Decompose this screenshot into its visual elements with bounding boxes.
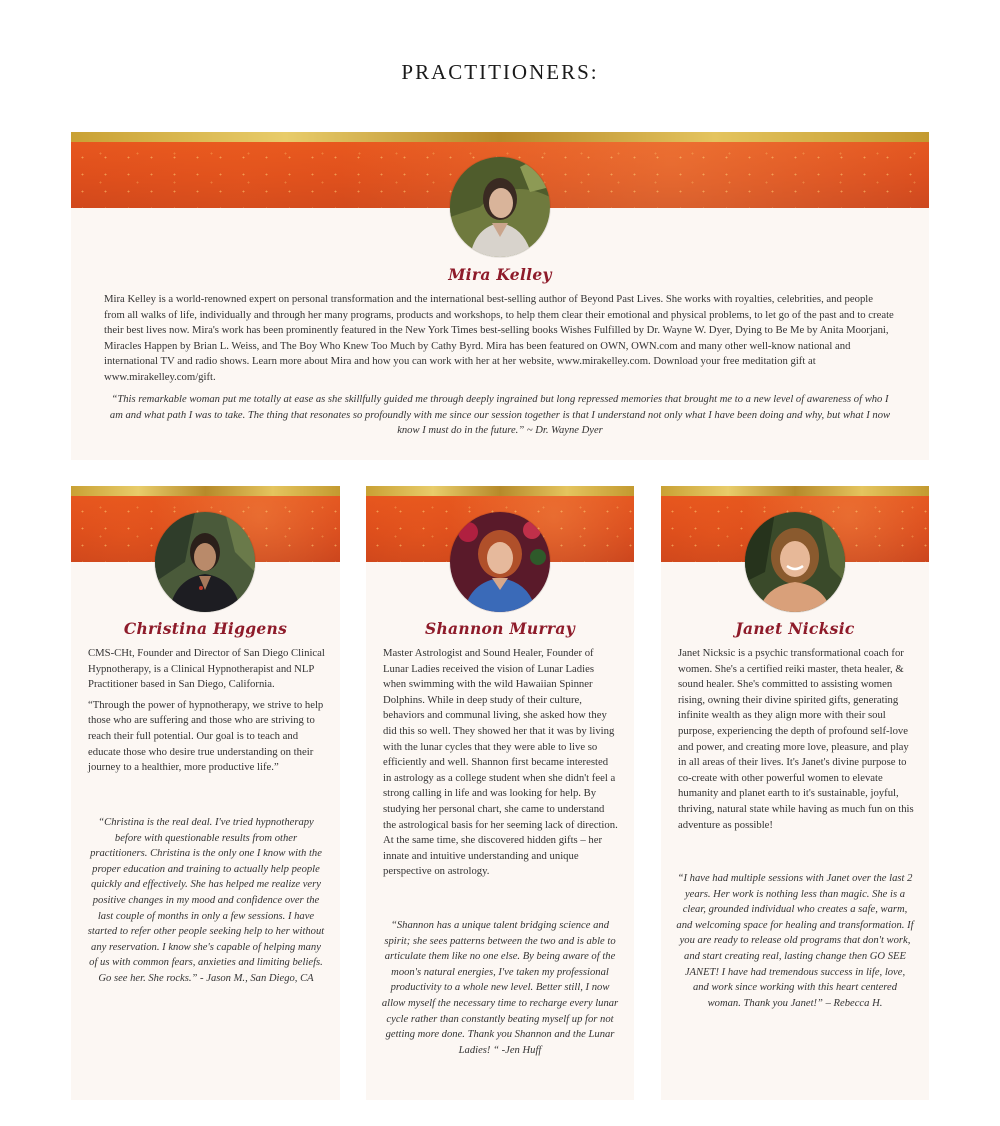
- testimonial-quote: “Shannon has a unique talent bridging science and spirit; she sees patterns between the two and is able to articulate them like no one else. By being aware of the moon's natural energies, I've taken my professional productivity to a whole new level. Better still, I now allow myself the necessary time to recharge every lunar cycle rather than constantly beating myself up for not getting more done. Thank you Shannon and the Lunar Ladies! “ -Jen Huff: [381, 920, 619, 1056]
- avatar: [450, 512, 550, 612]
- bio-paragraph: Janet Nicksic is a psychic transformational coach for women. She's a certified reiki master, theta healer, & sound healer. She's committed to assisting women rising, owning their divine spirited gifts, generating infinite wealth as they align more with their soul purpose, experiencing the depth of profound self-love and power, and creating more love, pleasure, and play in all areas of their lives. It's Janet's divine purpose to co-create with other powerful women to elevate humanity and planet earth to it's sustainable, joyful, thriving, natural state while having as much fun on this adventure as possible!: [678, 647, 914, 831]
- gold-trim: [71, 486, 340, 496]
- bio-paragraph: Master Astrologist and Sound Healer, Founder of Lunar Ladies received the vision of Lunar Ladies when swimming with the wild Hawaiian Spinner Dolphins. While in deep study of their culture, behaviors and communal living, she asked how they did this so well. They showed her that it was by living with the lunar cycles that they were able to live so efficiently and well. Shannon first became interested in astrology as a college student when she didn't feel a strong calling in life and was looking for help. By studying her personal chart, she came to understand the astrological basis for her seeming lack of direction. At the same time, she discovered hidden gifts – her innate and intuitive understanding and unique perspective on astrology.: [383, 647, 618, 878]
- bio-paragraph: Mira Kelley is a world-renowned expert on personal transformation and the international best-selling author of Beyond Past Lives. She works with royalties, celebrities, and people from all walks of life, individually and through her many programs, products and workshops, to help them clear their emotional and physical problems, to let go of the past and to create their best lives now. Mira's work has been prominently featured in the New York Times best-selling books Wishes Fulfilled by Dr. Wayne W. Dyer, Dying to Be Me by Anita Moorjani, Miracles Happen by Brian L. Weiss, and The Boy Who Knew Too Much by Cathy Byrd. Mira has been featured on OWN, OWN.com and many other well-know national and international TV and radio shows. Learn more about Mira and how you can work with her at her website, www.mirakelley.com. Download your free meditation gift at www.mirakelley.com/gift.: [104, 293, 894, 383]
- practitioner-card: [661, 486, 929, 1100]
- practitioner-bio: [104, 292, 896, 391]
- avatar: [155, 512, 255, 612]
- featured-practitioner-card: [71, 132, 929, 460]
- avatar: [450, 157, 550, 257]
- practitioner-card: [366, 486, 634, 1100]
- practitioner-bio: [88, 646, 325, 781]
- practitioner-card: [71, 486, 340, 1100]
- testimonial-quote: “This remarkable woman put me totally at ease as she skillfully guided me through deeply ingrained but long repressed memories that brought me to a new level of awareness of who I am and what path I was to take. The thing that resonates so profoundly with me since our session together is that I understand not only what I have been doing and why, but what I now know I must do in the future.” ~ Dr. Wayne Dyer: [109, 394, 891, 437]
- bio-paragraph: “Through the power of hypnotherapy, we strive to help those who are suffering and those who are striving to reach their full potential. Our goal is to teach and educate those who desire true understanding on their journey to a healthier, more productive life.”: [88, 698, 324, 774]
- gold-trim: [71, 132, 929, 142]
- practitioner-bio: [383, 646, 619, 885]
- practitioner-name: Christina Higgens: [123, 619, 288, 638]
- practitioner-name: Shannon Murray: [424, 619, 576, 638]
- practitioner-name: Mira Kelley: [448, 265, 552, 284]
- testimonial-quote: “I have had multiple sessions with Janet over the last 2 years. Her work is nothing less than magic. She is a clear, grounded individual who creates a safe, warm, and welcoming space for healing and transformation. If you are ready to release old programs that don't work, and start creating real, lasting change then GO SEE JANET! I have had tremendous success in life, love, and work since working with this heart centered woman. Thank you Janet!” – Rebecca H.: [676, 873, 914, 1009]
- gold-trim: [366, 486, 634, 496]
- practitioner-bio: [678, 646, 914, 838]
- practitioner-name: Janet Nicksic: [735, 619, 855, 638]
- page-title: PRACTITIONERS:: [401, 60, 599, 85]
- gold-trim: [661, 486, 929, 496]
- bio-paragraph: CMS-CHt, Founder and Director of San Diego Clinical Hypnotherapy, is a Clinical Hypnotherapist and NLP Practitioner based in San Diego, California.: [88, 647, 325, 691]
- testimonial-quote: “Christina is the real deal. I've tried hypnotherapy before with questionable results from other practitioners. Christina is the only one I know with the proper education and training to actually help people quickly and effectively. She has helped me realize very positive changes in my mood and confidence over the last couple of months in only a few sessions. I have started to refer other people seeking help to her without any reservation. I know she's capable of helping many of us with common fears, anxieties and limiting beliefs. Go see her. She rocks.” - Jason M., San Diego, CA: [87, 817, 325, 984]
- avatar: [745, 512, 845, 612]
